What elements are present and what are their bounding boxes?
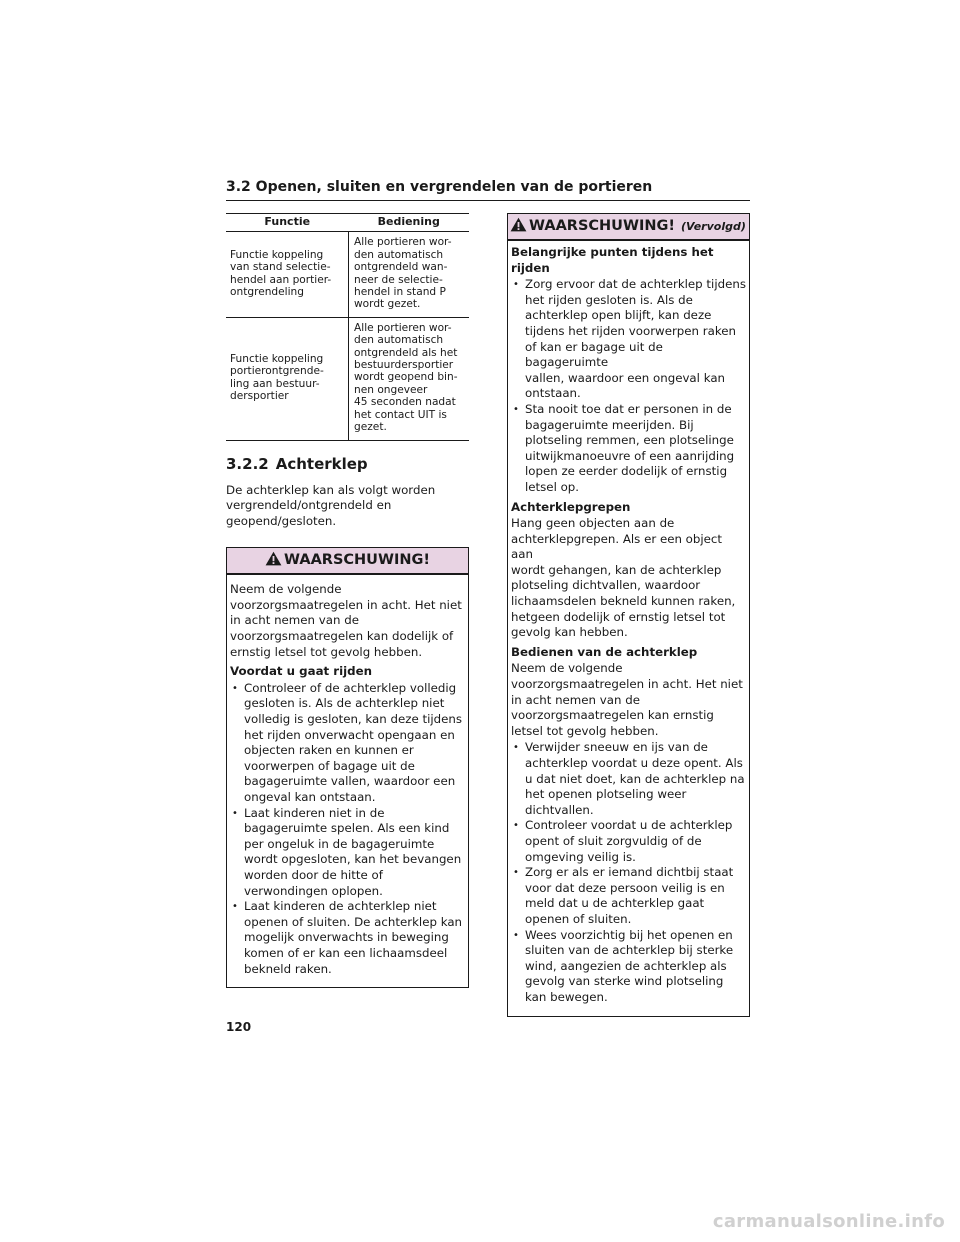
table-row: [226, 317, 469, 440]
subsection-title-text: Achterklep: [275, 454, 368, 473]
warning-header: [508, 214, 749, 241]
list-item: • Controleer of de achterklep volledig gesloten is. Als de achterklep niet volledig is gesloten, kan deze tijdens het rijden onverwacht opengaan en objecten raken en kunnen er voorwerpen of bagage uit de bagageruimte vallen, waardoor een ongeval kan ontstaan.: [230, 681, 465, 806]
table-cell-bediening: Alle portieren wor- den automatisch ontgrendeld wan- neer de selectie- hendel in stand P wordt gezet.: [349, 232, 470, 317]
warning-body: [227, 575, 468, 987]
warning-subheading: Voordat u gaat rijden: [230, 664, 373, 679]
warning-bullet-list: [511, 277, 746, 495]
table-row: [226, 232, 469, 317]
section-header: 3.2 Openen, sluiten en vergrendelen van de portieren: [226, 179, 750, 201]
page-number: 120: [226, 1020, 252, 1034]
warning-paragraph: Neem de volgende voorzorgsmaatregelen in acht. Het niet in acht nemen van de voorzorgsmaatregelen kan ernstig letsel tot gevolg hebben.: [511, 661, 743, 738]
table-header-bediening: Bediening: [349, 214, 470, 232]
warning-subheading: Bedienen van de achterklep: [511, 644, 698, 659]
list-item: • Verwijder sneeuw en ijs van de achterklep voordat u deze opent. Als u dat niet doet, kan de achterklep na het openen plotseling weer dichtvallen.: [511, 740, 746, 818]
table-cell-functie: Functie koppeling van stand selectie- hendel aan portier- ontgrendeling: [226, 232, 349, 317]
right-column: [507, 213, 750, 1017]
warning-box: [226, 547, 469, 988]
warning-bullet-list: [230, 681, 465, 977]
warning-subheading: Achterklepgrepen: [511, 499, 631, 514]
warning-triangle-icon: [510, 217, 527, 236]
warning-intro: Neem de volgende voorzorgsmaatregelen in acht. Het niet in acht nemen van de voorzorgsmaatregelen kan dodelijk of ernstig letsel tot gevolg hebben.: [230, 582, 462, 659]
list-item: • Zorg ervoor dat de achterklep tijdens het rijden gesloten is. Als de achterklep open blijft, kan deze tijdens het rijden voorwerpen raken of kan er bagage uit de bagageruimte vallen, waardoor een ongeval kan ontstaan.: [511, 277, 746, 402]
warning-box-continued: [507, 213, 750, 1017]
list-item: • Wees voorzichtig bij het openen en sluiten van de achterklep bij sterke wind, aangezien de achterklep als gevolg van sterke wind plotseling kan bewegen.: [511, 928, 746, 1006]
list-item: • Controleer voordat u de achterklep opent of sluit zorgvuldig of de omgeving veilig is.: [511, 818, 746, 865]
subsection-number: 3.2.2: [226, 454, 269, 473]
warning-bullet-list: [511, 740, 746, 1005]
left-column: [226, 213, 469, 988]
table-cell-functie: Functie koppeling portierontgrende- ling aan bestuur- dersportier: [226, 317, 349, 440]
warning-header: [227, 548, 468, 575]
warning-continued-label: (Vervolgd): [680, 220, 746, 233]
subsection-intro: De achterklep kan als volgt worden vergrendeld/ontgrendeld en geopend/gesloten.: [226, 482, 436, 528]
warning-subheading: Belangrijke punten tijdens het rijden: [511, 245, 714, 275]
table-header-functie: Functie: [226, 214, 349, 232]
warning-title: WAARSCHUWING!: [529, 218, 675, 234]
list-item: • Sta nooit toe dat er personen in de bagageruimte meerijden. Bij plotseling remmen, een plotselinge uitwijkmanoeuvre of een aanrijding lopen ze eerder dodelijk of ernstig letsel op.: [511, 402, 746, 496]
function-table: [226, 213, 469, 441]
subsection-title: [226, 455, 469, 473]
warning-title: WAARSCHUWING!: [284, 552, 430, 569]
warning-body: [508, 241, 749, 1016]
list-item: • Laat kinderen niet in de bagageruimte spelen. Als een kind per ongeluk in de bagageruimte wordt opgesloten, kan het bevangen worden door de hitte of verwondingen oplopen.: [230, 806, 465, 900]
list-item: • Laat kinderen de achterklep niet openen of sluiten. De achterklep kan mogelijk onverwachts in beweging komen of er kan een lichaamsdeel bekneld raken.: [230, 899, 465, 977]
table-cell-bediening: Alle portieren wor- den automatisch ontgrendeld als het bestuurdersportier wordt geopend bin- nen ongeveer 45 seconden nadat het contact UIT is gezet.: [349, 317, 470, 440]
list-item: • Zorg er als er iemand dichtbij staat voor dat deze persoon veilig is en meld dat u de achterklep gaat openen of sluiten.: [511, 865, 746, 927]
watermark: carmanualsonline.info: [712, 1211, 945, 1232]
warning-triangle-icon: [265, 551, 282, 570]
warning-paragraph: Hang geen objecten aan de achterklepgrepen. Als er een object aan wordt gehangen, kan de achterklep plotseling dichtvallen, waardoor lichaamsdelen bekneld kunnen raken, hetgeen dodelijk of ernstig letsel tot gevolg kan hebben.: [511, 516, 736, 640]
